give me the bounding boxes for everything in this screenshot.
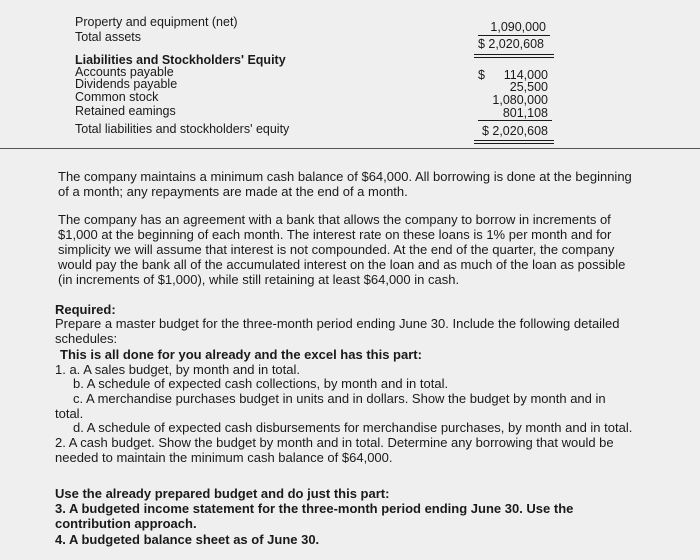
item-3-line2: contribution approach.: [55, 516, 197, 531]
property-label: Property and equipment (net): [75, 15, 238, 29]
item-3-line1: 3. A budgeted income statement for the three-month period ending June 30. Use the: [55, 501, 574, 516]
dividends-payable-label: Dividends payable: [75, 77, 178, 91]
item-1c-line2: total.: [55, 406, 84, 421]
total-assets-value: $ 2,020,608: [477, 37, 544, 51]
retained-earnings-value: 801,108: [502, 106, 548, 120]
total-liabilities-equity-label: Total liabilities and stockholders' equity: [75, 122, 290, 136]
rule-under-property: [478, 35, 550, 36]
common-stock-value: 1,080,000: [492, 93, 548, 107]
use-note: Use the already prepared budget and do just this part:: [55, 486, 390, 501]
double-rule-top: [474, 54, 554, 55]
item-2-line1: 2. A cash budget. Show the budget by month and in total. Determine any borrowing that would be: [55, 435, 614, 450]
required-line2: schedules:: [55, 331, 118, 346]
item-4: 4. A budgeted balance sheet as of June 30.: [55, 532, 320, 547]
item-1a: 1. a. A sales budget, by month and in total.: [55, 362, 301, 377]
item-1c-line1: c. A merchandise purchases budget in units and in dollars. Show the budget by month and in: [73, 391, 606, 406]
para2-line1: The company has an agreement with a bank that allows the company to borrow in increments of: [58, 212, 611, 227]
para2-line3: simplicity we will assume that interest is not compounded. At the end of the quarter, the company: [58, 242, 615, 257]
common-stock-label: Common stock: [75, 90, 159, 104]
accounts-payable-label: Accounts payable: [75, 65, 174, 79]
done-note: This is all done for you already and the excel has this part:: [60, 347, 422, 362]
accounts-payable-value: 114,000: [503, 68, 548, 82]
para1-line1: The company maintains a minimum cash balance of $64,000. All borrowing is done at the beginning: [58, 169, 632, 184]
dividends-payable-value: 25,500: [509, 80, 548, 94]
para2-line5: (in increments of $1,000), while still retaining at least $64,000 in cash.: [58, 272, 460, 287]
para2-line2: $1,000 at the beginning of each month. The interest rate on these loans is 1% per month and for: [58, 227, 612, 242]
double-rule-2-bottom: [474, 143, 554, 144]
property-value: 1,090,000: [490, 20, 546, 34]
required-line1: Prepare a master budget for the three-month period ending June 30. Include the following detailed: [55, 316, 620, 331]
section-divider: [0, 148, 700, 149]
para2-line4: would pay the bank all of the accumulated interest on the loan and as much of the loan as possible: [58, 257, 626, 272]
item-1b: b. A schedule of expected cash collections, by month and in total.: [73, 376, 449, 391]
required-heading: Required:: [55, 302, 116, 317]
item-1d: d. A schedule of expected cash disbursements for merchandise purchases, by month and in total.: [73, 420, 633, 435]
total-liabilities-equity-value: $ 2,020,608: [481, 124, 548, 138]
rule-under-retained: [478, 120, 552, 121]
accounts-payable-dollar: $: [478, 68, 485, 82]
para1-line2: of a month; any repayments are made at the end of a month.: [58, 184, 408, 199]
double-rule-bottom: [474, 57, 554, 58]
retained-earnings-label: Retained eamings: [75, 104, 176, 118]
liabilities-heading: Liabilities and Stockholders' Equity: [75, 53, 286, 67]
item-2-line2: needed to maintain the minimum cash balance of $64,000.: [55, 450, 393, 465]
total-assets-label: Total assets: [75, 30, 142, 44]
double-rule-2-top: [474, 140, 554, 141]
